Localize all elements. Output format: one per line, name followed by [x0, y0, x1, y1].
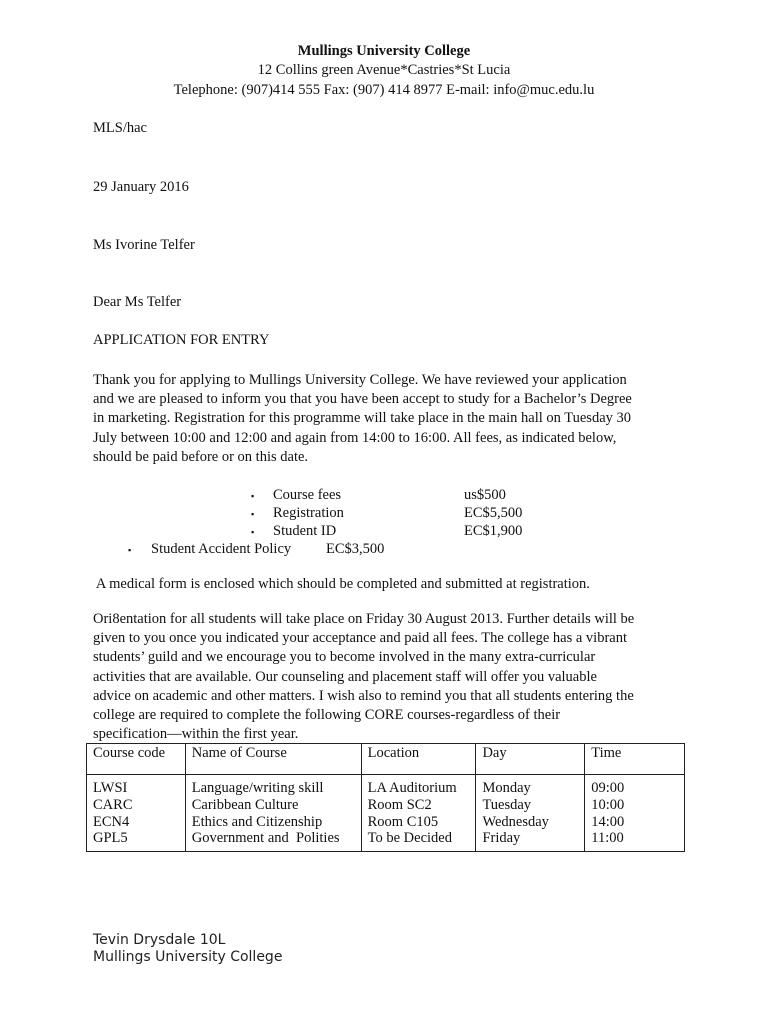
orientation-line: advice on academic and other matters. I wish also to remind you that all students entering the [93, 687, 634, 704]
intro-paragraph [93, 371, 693, 467]
table-cell: To be Decided [367, 830, 452, 847]
core-courses-table [86, 743, 685, 852]
footer-institution: Mullings University College [93, 949, 283, 965]
bullet-icon: ▪ [251, 491, 255, 501]
table-cell: 11:00 [591, 830, 624, 847]
letter-subject: APPLICATION FOR ENTRY [93, 332, 270, 348]
letter-date: 29 January 2016 [93, 179, 189, 195]
table-cell: ECN4 [93, 813, 130, 830]
course-code-cell [87, 775, 186, 852]
salutation: Dear Ms Telfer [93, 294, 182, 310]
orientation-paragraph [93, 610, 693, 744]
orientation-line: specification—within the first year. [93, 726, 299, 743]
day-cell [476, 775, 585, 852]
fee-amount: EC$5,500 [464, 505, 523, 521]
reference-code: MLS/hac [93, 120, 147, 136]
recipient-name: Ms Ivorine Telfer [93, 237, 195, 253]
table-cell: Room SC2 [367, 796, 432, 813]
location-cell [361, 775, 476, 852]
medical-form-note: A medical form is enclosed which should be completed and submitted at registration. [93, 576, 590, 592]
orientation-line: Ori8entation for all students will take place on Friday 30 August 2013. Further details will be [93, 611, 635, 627]
table-cell: Tuesday [482, 796, 532, 813]
fee-item: Registration [273, 505, 344, 521]
orientation-line: college are required to complete the following CORE courses-regardless of their [93, 707, 561, 724]
table-cell: GPL5 [93, 830, 128, 847]
table-cell: 14:00 [591, 813, 625, 830]
bullet-icon: ▪ [251, 509, 255, 519]
table-cell: CARC [93, 796, 133, 813]
institution-name: Mullings University College [297, 43, 471, 59]
time-cell [585, 775, 685, 852]
intro-line: Thank you for applying to Mullings University College. We have reviewed your application [93, 372, 627, 388]
table-cell: Government and Polities [191, 830, 340, 847]
table-cell: LWSI [93, 780, 128, 796]
institution-address: 12 Collins green Avenue*Castries*St Lucia [257, 62, 511, 78]
table-cell: Caribbean Culture [191, 796, 299, 813]
intro-line: should be paid before or on this date. [93, 448, 309, 465]
column-header: Course code [87, 744, 186, 775]
bullet-icon: ▪ [128, 545, 132, 555]
intro-line: and we are pleased to inform you that you have been accept to study for a Bachelor’s Degree [93, 391, 632, 408]
course-name-cell [185, 775, 361, 852]
bullet-icon: ▪ [251, 527, 255, 537]
table-cell: Ethics and Citizenship [191, 813, 323, 830]
orientation-line: given to you once you indicated your acceptance and paid all fees. The college has a vibrant [93, 630, 628, 647]
table-cell: Monday [482, 780, 531, 796]
table-header-row [87, 744, 685, 775]
fee-item: Student ID [273, 523, 337, 539]
column-header: Day [476, 744, 585, 775]
column-header: Location [361, 744, 476, 775]
table-cell: Room C105 [367, 813, 439, 830]
fee-amount: EC$1,900 [464, 523, 523, 539]
institution-contact: Telephone: (907)414 555 Fax: (907) 414 8977 E-mail: info@muc.edu.lu [173, 82, 595, 98]
orientation-line: activities that are available. Our counseling and placement staff will offer you valuable [93, 668, 597, 685]
table-cell: Wednesday [482, 813, 549, 830]
fee-item: Student Accident Policy [151, 541, 292, 557]
fee-item: Course fees [273, 487, 342, 503]
table-cell: 10:00 [591, 796, 625, 813]
table-cell: 09:00 [591, 780, 625, 796]
intro-line: July between 10:00 and 12:00 and again from 14:00 to 16:00. All fees, as indicated below, [93, 429, 617, 446]
orientation-line: students’ guild and we encourage you to become involved in the many extra-curricular [93, 649, 596, 666]
fee-amount: us$500 [464, 487, 506, 503]
fee-amount: EC$3,500 [326, 541, 385, 557]
table-body-row [87, 775, 685, 852]
table-cell: Language/writing skill [191, 780, 324, 796]
column-header: Time [585, 744, 685, 775]
column-header: Name of Course [185, 744, 361, 775]
footer-author: Tevin Drysdale 10L [93, 932, 226, 948]
intro-line: in marketing. Registration for this programme will take place in the main hall on Tuesday 30 [93, 410, 632, 427]
table-cell: Friday [482, 830, 521, 847]
table-cell: LA Auditorium [367, 780, 457, 796]
